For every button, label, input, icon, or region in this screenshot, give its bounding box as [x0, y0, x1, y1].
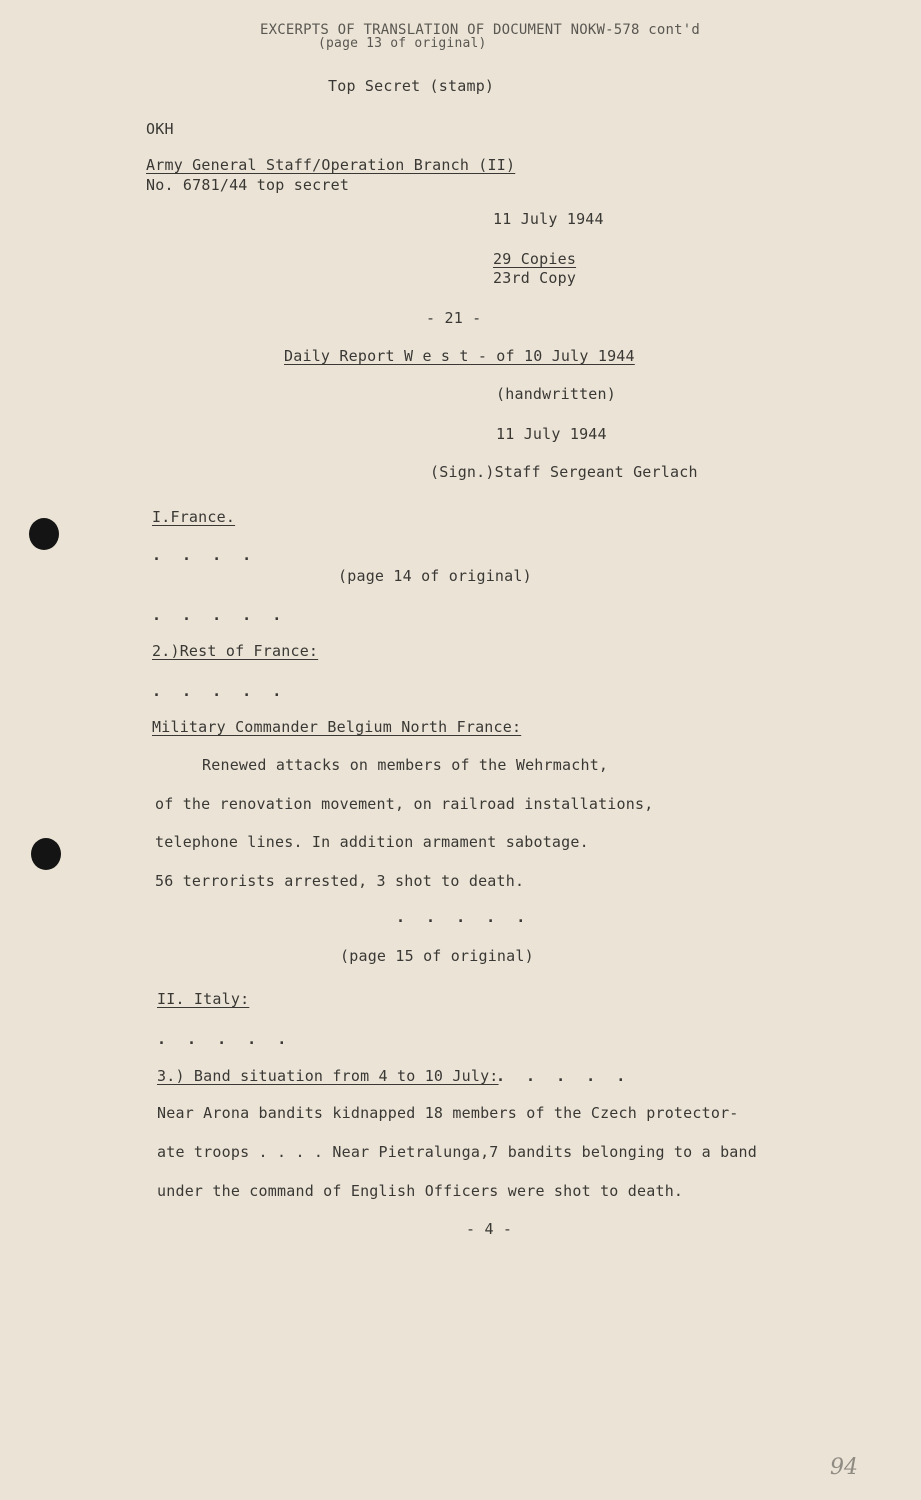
punch-hole-bottom: [31, 838, 61, 870]
ellipsis-6: . . . . .: [496, 1067, 632, 1085]
org-label: OKH: [146, 120, 174, 138]
handwritten-date: 11 July 1944: [496, 425, 607, 443]
page-marker: - 21 -: [426, 309, 482, 327]
copies-count: 29 Copies: [493, 250, 577, 268]
ellipsis-3: . . . . .: [152, 682, 288, 700]
reference-number: No. 6781/44 top secret: [146, 176, 350, 194]
header-subtitle: (page 13 of original): [318, 36, 487, 51]
paragraph-1-line-3: telephone lines. In addition armament sabotage.: [155, 833, 589, 851]
pencil-page-number: 94: [830, 1455, 858, 1480]
military-commander-heading: Military Commander Belgium North France:: [152, 718, 522, 736]
paragraph-1-line-1: Renewed attacks on members of the Wehrmacht,: [202, 756, 609, 774]
paragraph-2-line-2: ate troops . . . . Near Pietralunga,7 bandits belonging to a band: [157, 1143, 757, 1161]
page-14-note: (page 14 of original): [338, 567, 532, 585]
punch-hole-top: [29, 518, 59, 550]
rest-of-france: 2.)Rest of France:: [152, 642, 319, 660]
page-footer: - 4 -: [466, 1220, 513, 1238]
page-15-note: (page 15 of original): [340, 947, 534, 965]
branch-label: Army General Staff/Operation Branch (II): [146, 156, 516, 174]
ellipsis-4: . . . . .: [396, 908, 532, 926]
paragraph-2-line-1: Near Arona bandits kidnapped 18 members of the Czech protector-: [157, 1104, 739, 1122]
header-title: EXCERPTS OF TRANSLATION OF DOCUMENT NOKW-578 cont'd: [260, 22, 701, 38]
paragraph-1-line-2: of the renovation movement, on railroad installations,: [155, 795, 654, 813]
signature: (Sign.)Staff Sergeant Gerlach: [430, 463, 698, 481]
ellipsis-2: . . . . .: [152, 606, 288, 624]
copy-number: 23rd Copy: [493, 269, 577, 287]
classification-stamp: Top Secret (stamp): [328, 77, 495, 95]
paragraph-1-line-4: 56 terrorists arrested, 3 shot to death.: [155, 872, 525, 890]
report-title: Daily Report W e s t - of 10 July 1944: [284, 347, 635, 365]
ellipsis-1: . . . .: [152, 546, 258, 564]
section-france: I.France.: [152, 508, 236, 526]
paragraph-2-line-3: under the command of English Officers were shot to death.: [157, 1182, 684, 1200]
section-italy: II. Italy:: [157, 990, 250, 1008]
handwritten-note: (handwritten): [496, 385, 616, 403]
band-situation-heading: 3.) Band situation from 4 to 10 July:: [157, 1067, 499, 1085]
ellipsis-5: . . . . .: [157, 1030, 293, 1048]
issue-date: 11 July 1944: [493, 210, 604, 228]
